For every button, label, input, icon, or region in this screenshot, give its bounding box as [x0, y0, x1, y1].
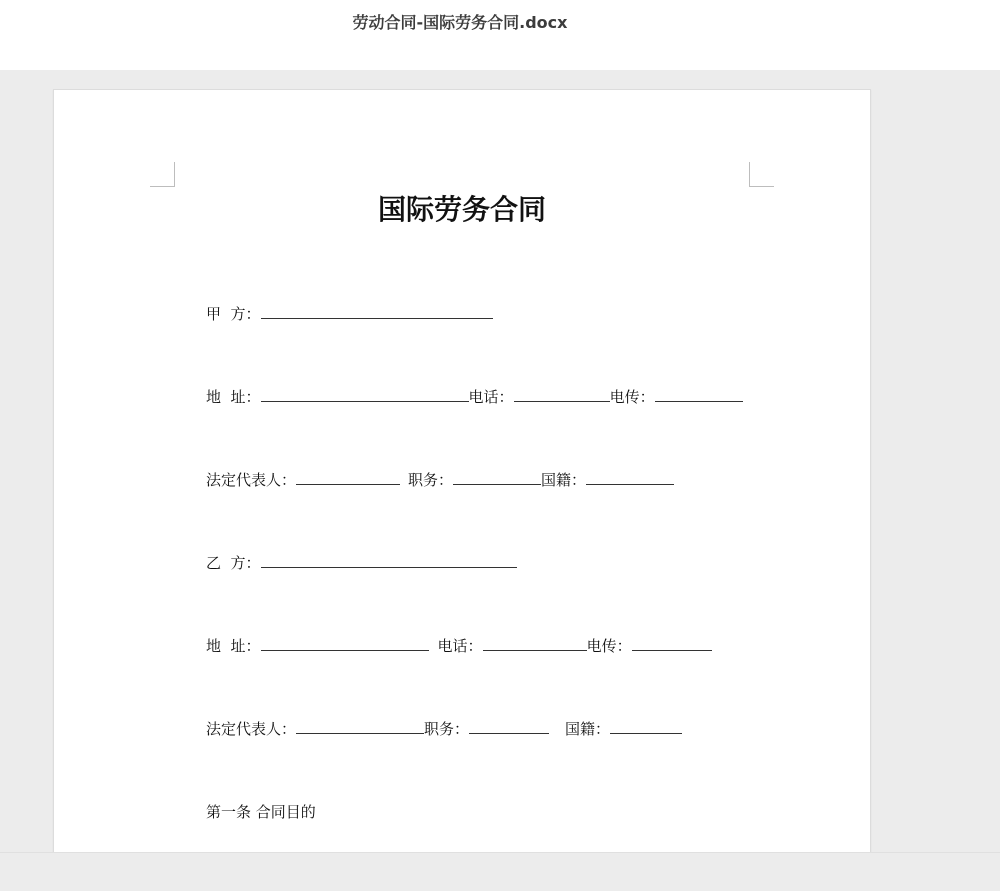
party-b-label: 乙 方： [206, 554, 261, 572]
party-a-rep-label: 法定代表人： [206, 471, 297, 489]
document-page[interactable] [53, 89, 871, 861]
party-a-position-blank [453, 470, 541, 485]
party-b-position-label: 职务： [424, 720, 470, 738]
party-a-rep-line [206, 470, 674, 490]
party-a-position-label: 职务： [408, 471, 454, 489]
party-b-rep-label: 法定代表人： [206, 720, 297, 738]
party-b-fax-label: 电传： [586, 637, 632, 655]
party-a-address-label: 地 址： [206, 388, 261, 406]
party-b-address-line [206, 636, 712, 656]
document-filename: 劳动合同-国际劳务合同.docx [352, 13, 568, 32]
party-b-phone-label: 电话： [437, 637, 483, 655]
party-a-fax-label: 电传： [609, 388, 655, 406]
party-a-blank [261, 304, 493, 319]
party-b-rep-line [206, 719, 682, 739]
margin-corner-top-left [150, 162, 175, 187]
party-a-phone-label: 电话： [468, 388, 514, 406]
party-b-position-blank [469, 719, 549, 734]
party-b-fax-blank [632, 636, 712, 651]
party-a-address-blank [261, 387, 469, 402]
document-heading: 国际劳务合同 [377, 193, 546, 226]
party-a-phone-blank [514, 387, 610, 402]
party-a-nationality-blank [586, 470, 674, 485]
party-b-nationality-label: 国籍： [565, 720, 611, 738]
article-1-heading: 第一条 合同目的 [206, 803, 316, 821]
party-a-label: 甲 方： [206, 305, 261, 323]
margin-corner-top-right [749, 162, 774, 187]
party-b-rep-blank [296, 719, 424, 734]
party-a-nationality-label: 国籍： [541, 471, 587, 489]
party-b-blank [261, 553, 517, 568]
party-b-address-blank [261, 636, 429, 651]
title-bar [0, 0, 1000, 70]
bottom-bar [0, 852, 1000, 891]
party-b-phone-blank [483, 636, 587, 651]
party-a-rep-blank [296, 470, 400, 485]
party-b-line [206, 553, 517, 573]
party-a-address-line [206, 387, 743, 407]
party-a-fax-blank [655, 387, 743, 402]
party-b-nationality-blank [610, 719, 682, 734]
party-a-line [206, 304, 493, 324]
party-b-address-label: 地 址： [206, 637, 261, 655]
